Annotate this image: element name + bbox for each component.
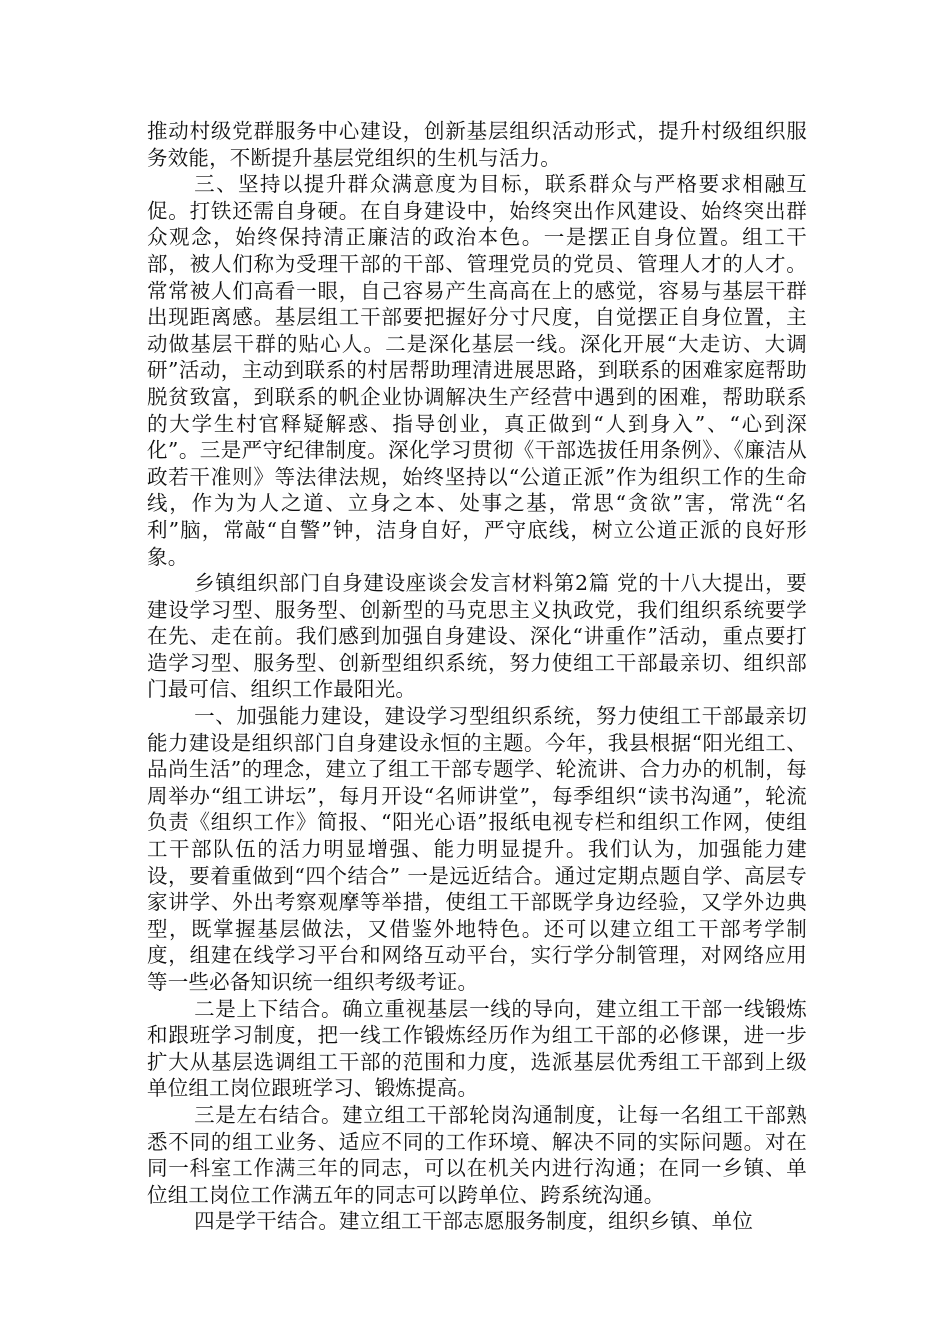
paragraph-article-two-intro: 乡镇组织部门自身建设座谈会发言材料第2篇 党的十八大提出，要建设学习型、服务型、创新型的马克思主义执政党，我们组织系统要学在先、走在前。我们感到加强自身建设、深化“讲重作”活动，重点要打造学习型、服务型、创新型组织系统，努力使组工干部最亲切、组织部门最可信、组织工作最阳光。 [147, 571, 807, 702]
paragraph-capacity-building: 一、加强能力建设，建设学习型组织系统，努力使组工干部最亲切 能力建设是组织部门自身建设永恒的主题。今年，我县根据“阳光组工、品尚生活”的理念，建立了组工干部专题学、轮流讲、合力办的机制，每周举办“组工讲坛”，每月开设“名师讲堂”，每季组织“读书沟通”，轮流负责《组织工作》简报、“阳光心语”报纸电视专栏和组织工作网，使组工干部队伍的活力明显增强、能力明显提升。我们认为，加强能力建设，要着重做到“四个结合” 一是远近结合。通过定期点题自学、高层专家讲学、外出考察观摩等举措，使组工干部既学身边经验，又学外边典型，既掌握基层做法，又借鉴外地特色。还可以建立组工干部考学制度，组建在线学习平台和网络互动平台，实行学分制管理，对网络应用等一些必备知识统一组织考级考证。 [147, 704, 807, 994]
paragraph-upper-lower: 二是上下结合。确立重视基层一线的导向，建立组工干部一线锻炼和跟班学习制度，把一线工作锻炼经历作为组工干部的必修课，进一步扩大从基层选调组工干部的范围和力度，选派基层优秀组工干部到上级单位组工岗位跟班学习、锻炼提高。 [147, 996, 807, 1101]
paragraph-section-three: 三、坚持以提升群众满意度为目标，联系群众与严格要求相融互促。打铁还需自身硬。在自身建设中，始终突出作风建设、始终突出群众观念，始终保持清正廉洁的政治本色。一是摆正自身位置。组工干部，被人们称为受理干部的干部、管理党员的党员、管理人才的人才。常常被人们高看一眼，自己容易产生高高在上的感觉，容易与基层干群出现距离感。基层组工干部要把握好分寸尺度，自觉摆正自身位置，主动做基层干群的贴心人。二是深化基层一线。深化开展“大走访、大调研”活动，主动到联系的村居帮助理清进展思路，到联系的困难家庭帮助脱贫致富，到联系的帆企业协调解决生产经营中遇到的困难，帮助联系的大学生村官释疑解惑、指导创业，真正做到“人到身入”、“心到深化”。三是严守纪律制度。深化学习贯彻《干部选拔任用条例》、《廉洁从政若干准则》等法律法规，始终坚持以“公道正派”作为组织工作的生命线，作为为人之道、立身之本、处事之基，常思“贪欲”害，常洗“名利”脑，常敲“自警”钟，洁身自好，严守底线，树立公道正派的良好形象。 [147, 172, 807, 569]
paragraph-left-right: 三是左右结合。建立组工干部轮岗沟通制度，让每一名组工干部熟悉不同的组工业务、适应不同的工作环境、解决不同的实际问题。对在同一科室工作满三年的同志，可以在机关内进行沟通；在同一乡镇、单位组工岗位工作满五年的同志可以跨单位、跨系统沟通。 [147, 1102, 807, 1207]
document-body [147, 118, 807, 1235]
paragraph-continuation: 推动村级党群服务中心建设，创新基层组织活动形式，提升村级组织服务效能，不断提升基层党组织的生机与活力。 [147, 119, 807, 170]
paragraph-study-work: 四是学干结合。建立组工干部志愿服务制度，组织乡镇、单位 [194, 1209, 754, 1234]
